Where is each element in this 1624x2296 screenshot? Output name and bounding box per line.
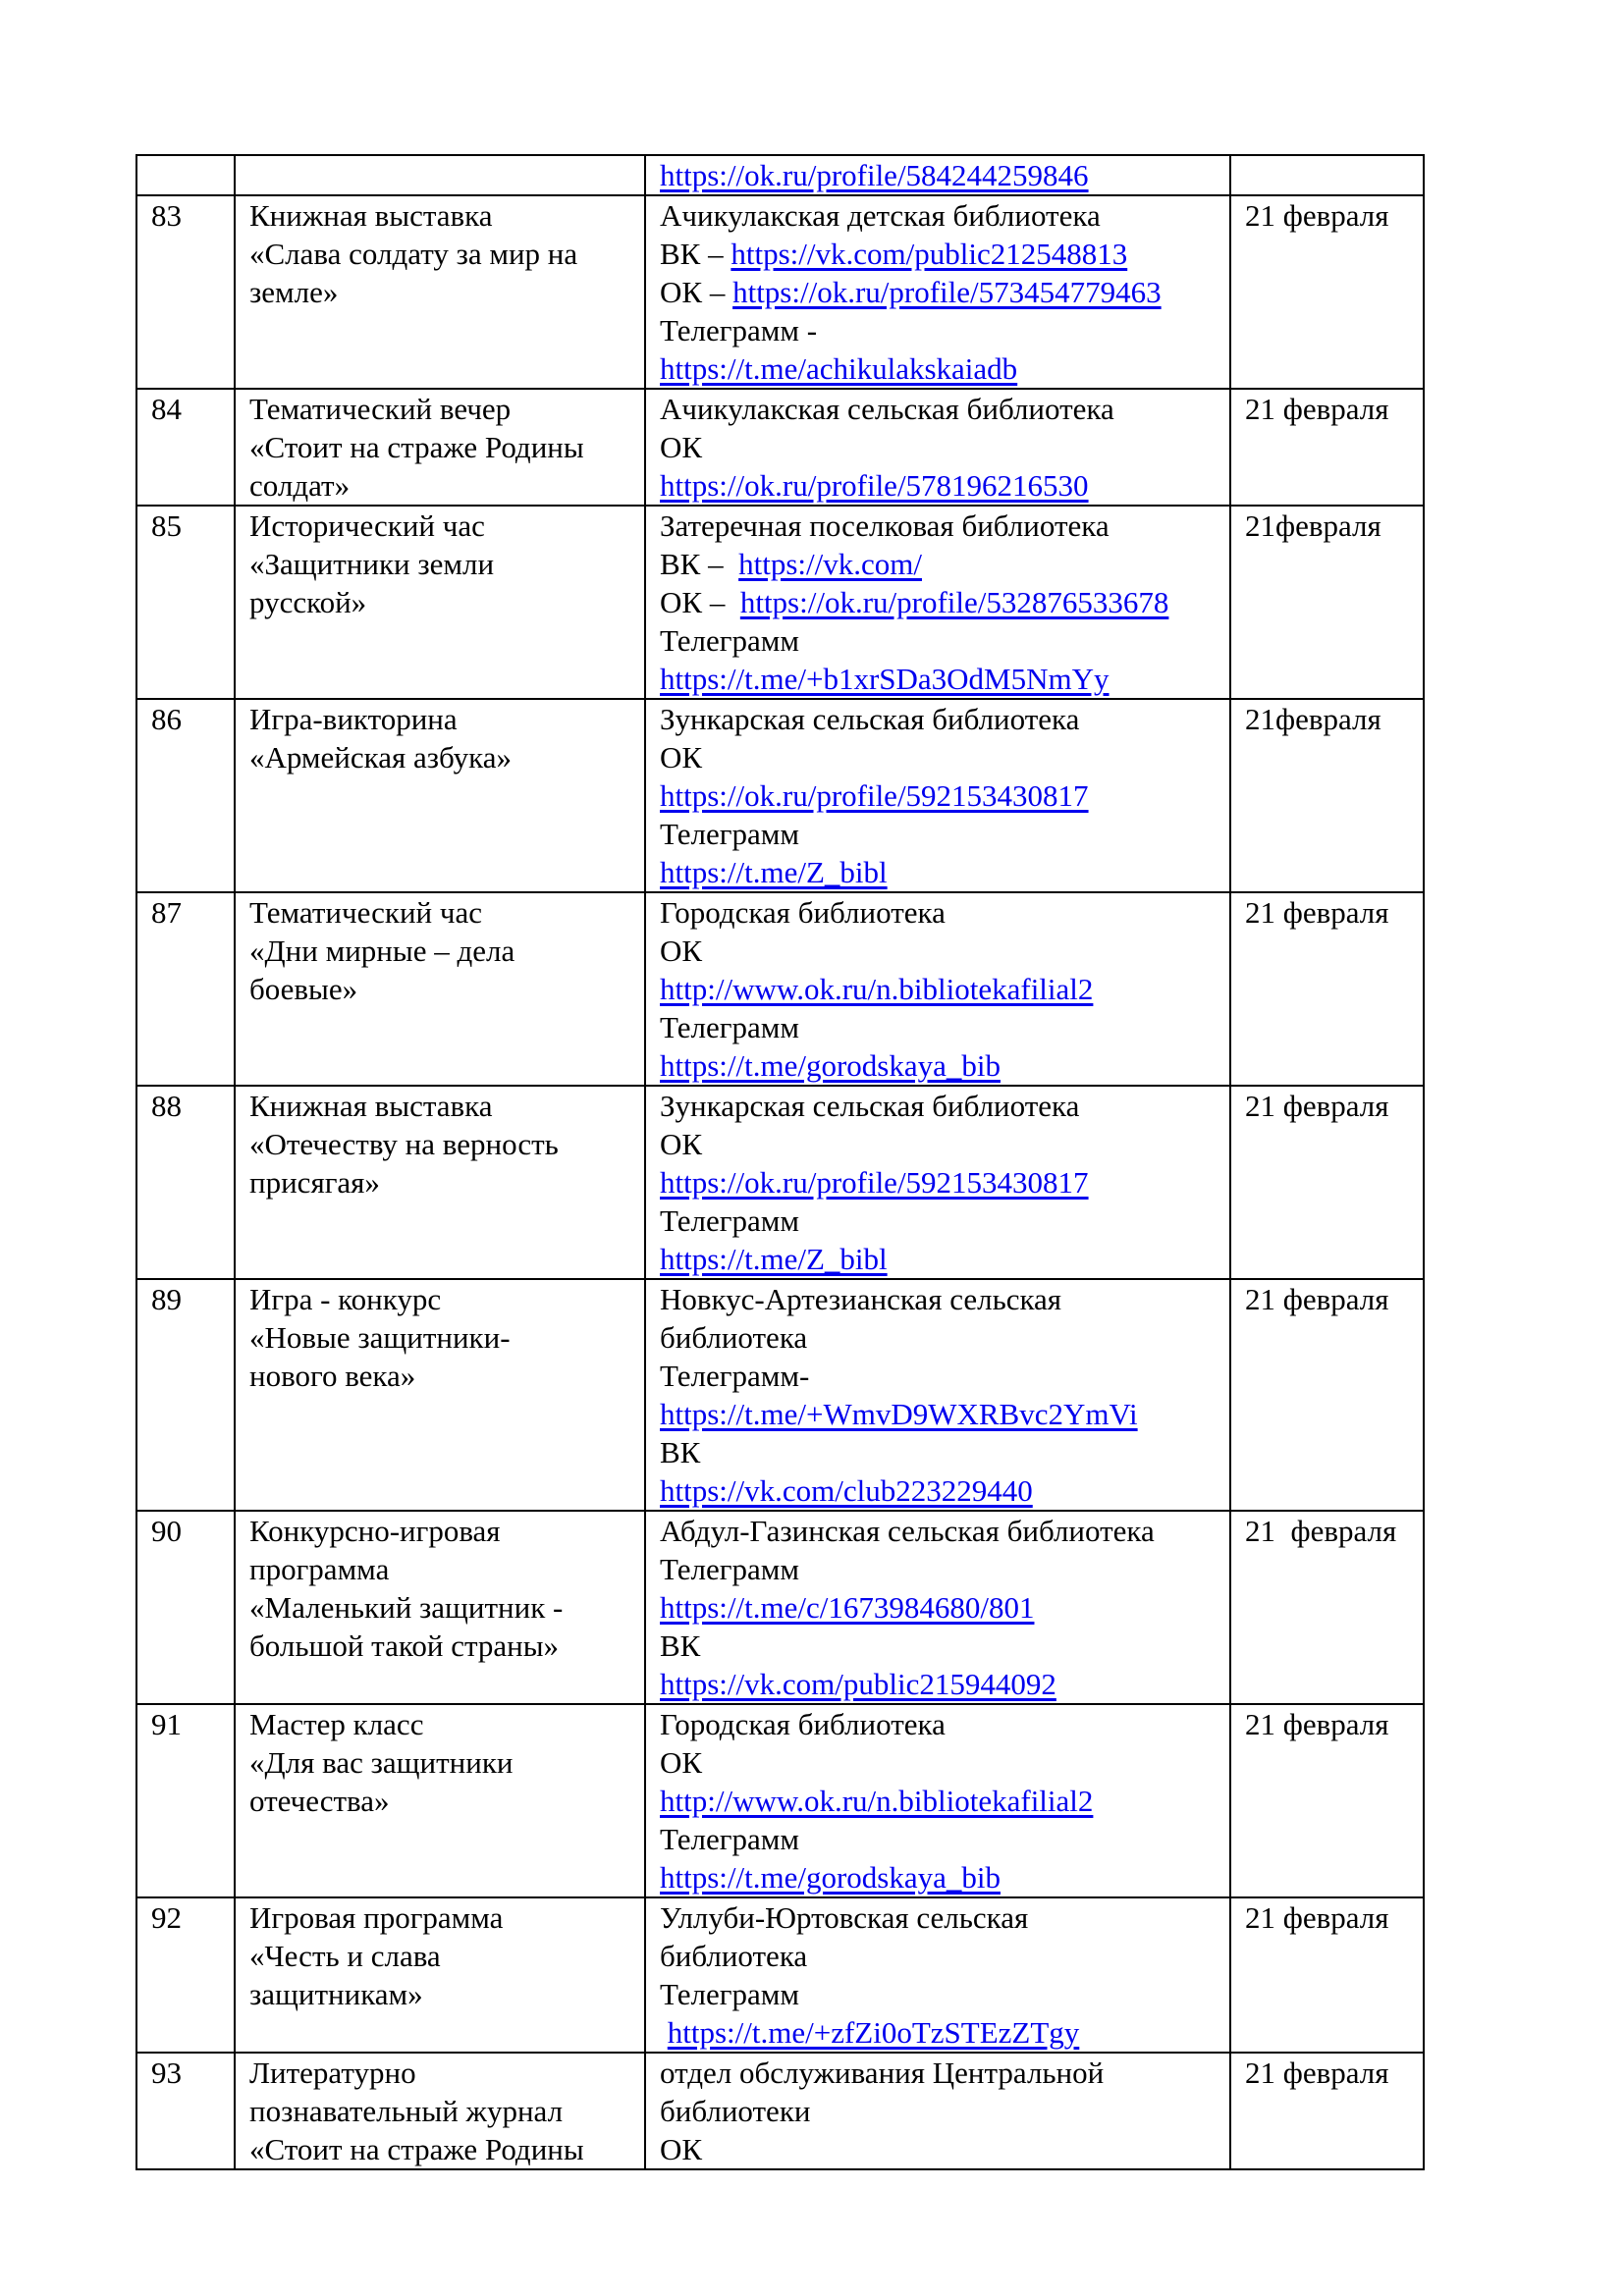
table-row [136, 1897, 1424, 2053]
link-line [660, 466, 1219, 505]
profile-link[interactable]: https://vk.com/ [738, 547, 922, 581]
link-line [660, 349, 1219, 388]
table-row [136, 195, 1424, 389]
profile-link[interactable]: https://ok.ru/profile/592153430817 [660, 1165, 1089, 1200]
link-line [660, 156, 1219, 194]
event-line: «Маленький защитник - [249, 1590, 564, 1625]
event-cell [235, 1086, 645, 1279]
event-line: «Армейская азбука» [249, 740, 512, 774]
event-cell [235, 506, 645, 699]
link-line [660, 1046, 1219, 1085]
profile-link[interactable]: https://t.me/c/1673984680/801 [660, 1590, 1035, 1625]
event-cell [235, 389, 645, 506]
table-row [136, 389, 1424, 506]
profile-link[interactable]: https://vk.com/public212548813 [731, 237, 1128, 271]
profile-link[interactable]: https://t.me/gorodskaya_bib [660, 1860, 1001, 1895]
organizer-line: ОК [660, 2132, 703, 2166]
organizer-cell [645, 1511, 1230, 1704]
event-cell [235, 155, 645, 195]
organizer-cell [645, 195, 1230, 389]
profile-link[interactable]: https://ok.ru/profile/532876533678 [739, 585, 1169, 619]
link-line [660, 1858, 1219, 1896]
event-line: Тематический час [249, 895, 482, 930]
profile-link[interactable]: https://vk.com/public215944092 [660, 1667, 1056, 1701]
date-cell: 21 февраля [1230, 389, 1424, 506]
organizer-cell [645, 699, 1230, 892]
date-cell: 21 февраля [1230, 195, 1424, 389]
event-line: Литературно [249, 2056, 416, 2090]
organizer-line: ОК [660, 1127, 703, 1161]
link-line [660, 235, 1219, 273]
link-prefix: ОК – [660, 585, 740, 619]
link-prefix: ОК – [660, 275, 733, 309]
organizer-line: Телеграмм [660, 817, 799, 851]
organizer-cell [645, 155, 1230, 195]
profile-link[interactable]: https://t.me/Z_bibl [660, 855, 888, 889]
organizer-line: Зункарская сельская библиотека [660, 702, 1080, 736]
profile-link[interactable]: https://ok.ru/profile/578196216530 [660, 468, 1089, 503]
date-cell: 21февраля [1230, 506, 1424, 699]
events-table [135, 154, 1425, 2170]
organizer-line: Телеграмм [660, 1822, 799, 1856]
event-line: русской» [249, 585, 367, 619]
row-number: 84 [136, 389, 235, 506]
event-line: Игра - конкурс [249, 1282, 442, 1316]
event-line: Мастер класс [249, 1707, 424, 1741]
link-line [660, 2013, 1219, 2052]
event-cell [235, 2053, 645, 2169]
event-line: Исторический час [249, 508, 485, 543]
organizer-cell [645, 389, 1230, 506]
row-number: 93 [136, 2053, 235, 2169]
event-line: Тематический вечер [249, 392, 512, 426]
organizer-line: Телеграмм - [660, 313, 818, 347]
table-row [136, 1511, 1424, 1704]
event-cell [235, 892, 645, 1086]
date-cell: 21 февраля [1230, 1279, 1424, 1511]
link-line [660, 1240, 1219, 1278]
organizer-line: Телеграмм- [660, 1359, 810, 1393]
profile-link[interactable]: https://ok.ru/profile/592153430817 [660, 778, 1089, 813]
link-line [660, 1588, 1219, 1627]
organizer-line: Уллуби-Юртовская сельская [660, 1900, 1029, 1935]
profile-link[interactable]: https://t.me/+WmvD9WXRBvc2YmVi [660, 1397, 1138, 1431]
row-number: 91 [136, 1704, 235, 1897]
link-line [660, 1782, 1219, 1820]
profile-link[interactable]: https://t.me/achikulakskaiadb [660, 351, 1018, 386]
organizer-line: Новкус-Артезианская сельская [660, 1282, 1062, 1316]
link-line [660, 545, 1219, 583]
link-prefix: ВК – [660, 547, 739, 581]
organizer-line: ОК [660, 934, 703, 968]
organizer-line: отдел обслуживания Центральной [660, 2056, 1105, 2090]
event-line: защитникам» [249, 1977, 423, 2011]
event-line: «Дни мирные – дела [249, 934, 515, 968]
event-line: «Отечеству на верность [249, 1127, 559, 1161]
event-cell [235, 195, 645, 389]
row-number: 88 [136, 1086, 235, 1279]
profile-link[interactable]: https://vk.com/club223229440 [660, 1473, 1033, 1508]
row-number: 89 [136, 1279, 235, 1511]
organizer-cell [645, 506, 1230, 699]
organizer-line: Затеречная поселковая библиотека [660, 508, 1110, 543]
event-line: отечества» [249, 1784, 390, 1818]
event-line: присягая» [249, 1165, 380, 1200]
date-cell: 21 февраля [1230, 1897, 1424, 2053]
table-row [136, 155, 1424, 195]
event-line: «Слава солдату за мир на [249, 237, 578, 271]
organizer-line: Городская библиотека [660, 1707, 946, 1741]
profile-link[interactable]: https://t.me/Z_bibl [660, 1242, 888, 1276]
event-line: «Стоит на страже Родины [249, 430, 584, 464]
organizer-line: Городская библиотека [660, 895, 946, 930]
event-line: солдат» [249, 468, 351, 503]
link-line [660, 853, 1219, 891]
date-cell: 21 февраля [1230, 2053, 1424, 2169]
table-row [136, 1704, 1424, 1897]
event-cell [235, 1279, 645, 1511]
organizer-line: Телеграмм [660, 623, 799, 658]
organizer-line: ВК [660, 1629, 701, 1663]
organizer-line: Телеграмм [660, 1977, 799, 2011]
link-line [660, 273, 1219, 311]
profile-link[interactable]: https://t.me/+b1xrSDa3OdM5NmYy [660, 662, 1110, 696]
date-cell: 21 февраля [1230, 1704, 1424, 1897]
row-number: 86 [136, 699, 235, 892]
event-cell [235, 1897, 645, 2053]
row-number: 90 [136, 1511, 235, 1704]
row-number: 83 [136, 195, 235, 389]
events-table-body [136, 155, 1424, 2169]
table-row [136, 699, 1424, 892]
table-row [136, 1279, 1424, 1511]
link-line [660, 1163, 1219, 1201]
organizer-cell [645, 2053, 1230, 2169]
organizer-line: Абдул-Газинская сельская библиотека [660, 1514, 1155, 1548]
organizer-line: библиотека [660, 1939, 808, 1973]
organizer-line: ОК [660, 740, 703, 774]
event-line: «Стоит на страже Родины [249, 2132, 584, 2166]
row-number: 92 [136, 1897, 235, 2053]
organizer-line: библиотека [660, 1320, 808, 1355]
event-line: Игровая программа [249, 1900, 504, 1935]
organizer-line: Ачикулакская сельская библиотека [660, 392, 1114, 426]
organizer-cell [645, 1279, 1230, 1511]
event-line: Конкурсно-игровая [249, 1514, 501, 1548]
profile-link[interactable]: http://www.ok.ru/n.bibliotekafilial2 [660, 1784, 1094, 1818]
event-cell [235, 1704, 645, 1897]
organizer-cell [645, 1086, 1230, 1279]
organizer-line: ВК [660, 1435, 701, 1469]
organizer-cell [645, 1897, 1230, 2053]
event-cell [235, 699, 645, 892]
link-line [660, 1395, 1219, 1433]
organizer-cell [645, 1704, 1230, 1897]
profile-link[interactable]: https://t.me/gorodskaya_bib [660, 1048, 1001, 1083]
event-line: познавательный журнал [249, 2094, 564, 2128]
event-line: боевые» [249, 972, 358, 1006]
link-line [660, 660, 1219, 698]
event-line: Игра-викторина [249, 702, 458, 736]
organizer-line: ОК [660, 430, 703, 464]
event-cell [235, 1511, 645, 1704]
date-cell [1230, 155, 1424, 195]
link-line [660, 583, 1219, 621]
organizer-cell [645, 892, 1230, 1086]
organizer-line: библиотеки [660, 2094, 811, 2128]
event-line: «Для вас защитники [249, 1745, 514, 1780]
organizer-line: Телеграмм [660, 1203, 799, 1238]
link-line [660, 1665, 1219, 1703]
link-line [660, 1471, 1219, 1510]
table-row [136, 1086, 1424, 1279]
table-row [136, 892, 1424, 1086]
profile-link[interactable]: http://www.ok.ru/n.bibliotekafilial2 [660, 972, 1094, 1006]
event-line: программа [249, 1552, 390, 1586]
row-number: 87 [136, 892, 235, 1086]
event-line: нового века» [249, 1359, 416, 1393]
profile-link[interactable]: https://t.me/+zfZi0oTzSTEzZTgy [667, 2015, 1080, 2050]
profile-link[interactable]: https://ok.ru/profile/573454779463 [732, 275, 1162, 309]
row-number [136, 155, 235, 195]
profile-link[interactable]: https://ok.ru/profile/584244259846 [660, 158, 1089, 192]
date-cell: 21 февраля [1230, 892, 1424, 1086]
event-line: «Защитники земли [249, 547, 495, 581]
link-prefix: ВК – [660, 237, 731, 271]
organizer-line: ОК [660, 1745, 703, 1780]
event-line: Книжная выставка [249, 198, 493, 233]
organizer-line: Телеграмм [660, 1552, 799, 1586]
event-line: Книжная выставка [249, 1089, 493, 1123]
date-cell: 21 февраля [1230, 1511, 1424, 1704]
event-line: большой такой страны» [249, 1629, 560, 1663]
table-row [136, 2053, 1424, 2169]
link-line [660, 776, 1219, 815]
organizer-line: Зункарская сельская библиотека [660, 1089, 1080, 1123]
date-cell: 21 февраля [1230, 1086, 1424, 1279]
event-line: «Новые защитники- [249, 1320, 511, 1355]
organizer-line: Телеграмм [660, 1010, 799, 1044]
table-row [136, 506, 1424, 699]
event-line: «Честь и слава [249, 1939, 441, 1973]
link-line [660, 970, 1219, 1008]
link-prefix [660, 2015, 668, 2050]
organizer-line: Ачикулакская детская библиотека [660, 198, 1101, 233]
row-number: 85 [136, 506, 235, 699]
date-cell: 21февраля [1230, 699, 1424, 892]
event-line: земле» [249, 275, 339, 309]
